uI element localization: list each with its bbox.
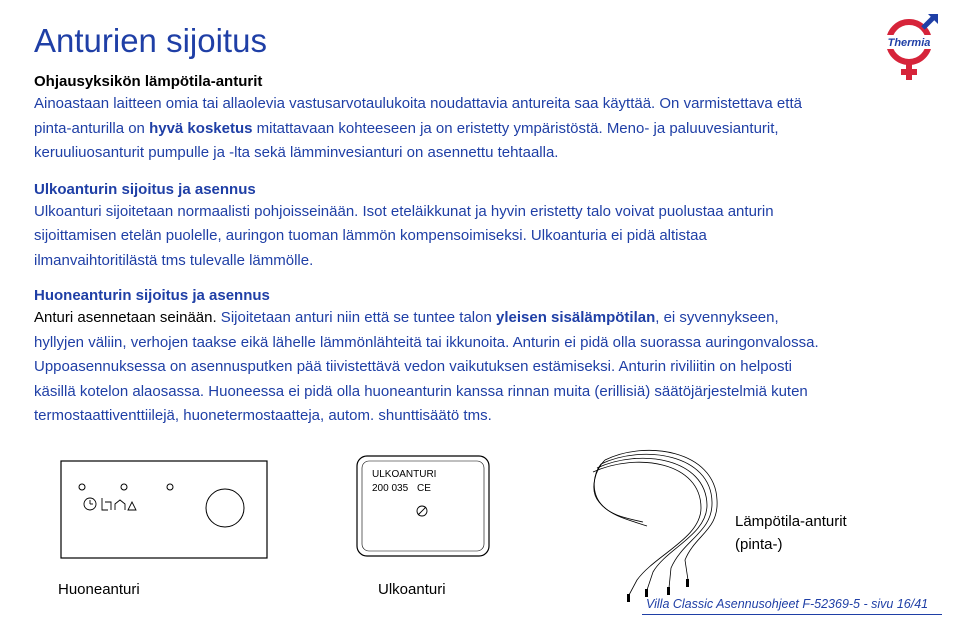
surface-sensor-caption-line2: (pinta-)	[735, 536, 783, 553]
bold-text: yleisen sisälämpötilan	[496, 309, 656, 326]
surface-sensor-caption-line1: Lämpötila-anturit	[735, 513, 847, 530]
paragraph	[34, 92, 904, 166]
text-segment: Sijoitetaan anturi niin että se tuntee talon	[216, 309, 496, 326]
text-line: ilmanvaihtoritilästä tms tulevalle lämmölle.	[34, 251, 314, 269]
text-line: käsillä kotelon alaosassa. Huoneessa ei pidä olla huoneanturin kanssa rinnan muita (erillisiä) säätöjärjestelmiä kuten	[34, 382, 808, 400]
section-heading: Ulkoanturin sijoitus ja asennus	[34, 180, 256, 198]
text-line: keruuliuosanturit pumpulle ja -lta sekä lämminvesianturi on asennettu tehtaalla.	[34, 144, 559, 161]
heading-text: Ohjausyksikön lämpötila-anturit	[34, 73, 263, 90]
paragraph	[34, 200, 904, 274]
text-line	[34, 306, 904, 331]
paragraph	[34, 306, 904, 429]
page-title: Anturien sijoitus	[34, 22, 267, 59]
text-segment: mitattavaan kohteeseen ja on eristetty ympäristöstä. Meno- ja paluuvesianturit,	[252, 119, 779, 137]
main-content	[34, 72, 904, 429]
text-line: sijoittamisen etelän puolelle, auringon tuoman lämmön kompensoimiseksi. Ulkoanturia ei pidä altistaa	[34, 227, 707, 244]
text-segment: Anturi asennetaan seinään.	[34, 309, 217, 326]
section-room-sensor	[34, 286, 904, 429]
outdoor-sensor-drawing	[356, 455, 492, 560]
outdoor-label-line1: ULKOANTURI	[372, 469, 437, 480]
section-outdoor-sensor	[34, 180, 904, 274]
bold-text: hyvä kosketus	[149, 119, 253, 137]
text-line: Ulkoanturi sijoitetaan normaalisti pohjoisseinään. Isot eteläikkunat ja hyvin eristetty talo voivat puolustaa anturin	[34, 202, 774, 220]
ce-mark: CE	[417, 483, 431, 494]
text-segment: pinta-anturilla on	[34, 119, 150, 137]
text-line: Ainoastaan laitteen omia tai allaolevia vastusarvotaulukoita noudattavia antureita saa käyttää. On varmistettava että	[34, 95, 802, 112]
text-segment: , ei syvennykseen,	[655, 309, 779, 326]
text-line: hyllyjen väliin, verhojen taakse eikä lähelle lämmönlähteitä tai ikkunoita. Anturin ei pidä olla suorassa auringonvalossa.	[34, 333, 819, 351]
room-sensor-drawing	[60, 460, 270, 560]
footer-divider	[642, 614, 942, 615]
outdoor-sensor-caption: Ulkoanturi	[378, 581, 446, 598]
section-control-sensors	[34, 72, 904, 166]
logo-text: Thermia	[887, 37, 931, 49]
section-heading	[34, 72, 904, 92]
text-line: termostaattiventtiilejä, huonetermostaatteja, autom. shunttisäätö tms.	[34, 407, 492, 424]
text-line: Uppoasennuksessa on asennusputken pää tiivistettävä vedon vaikutuksen estämiseksi. Anturin riviliitin on helposti	[34, 358, 792, 375]
room-sensor-caption: Huoneanturi	[58, 581, 140, 598]
outdoor-label-line2: 200 035	[372, 483, 409, 494]
text-line	[34, 117, 904, 142]
surface-sensor-cables-drawing	[585, 440, 735, 610]
page-footer: Villa Classic Asennusohjeet F-52369-5 - sivu 16/41	[646, 597, 929, 611]
section-heading: Huoneanturin sijoitus ja asennus	[34, 287, 270, 304]
